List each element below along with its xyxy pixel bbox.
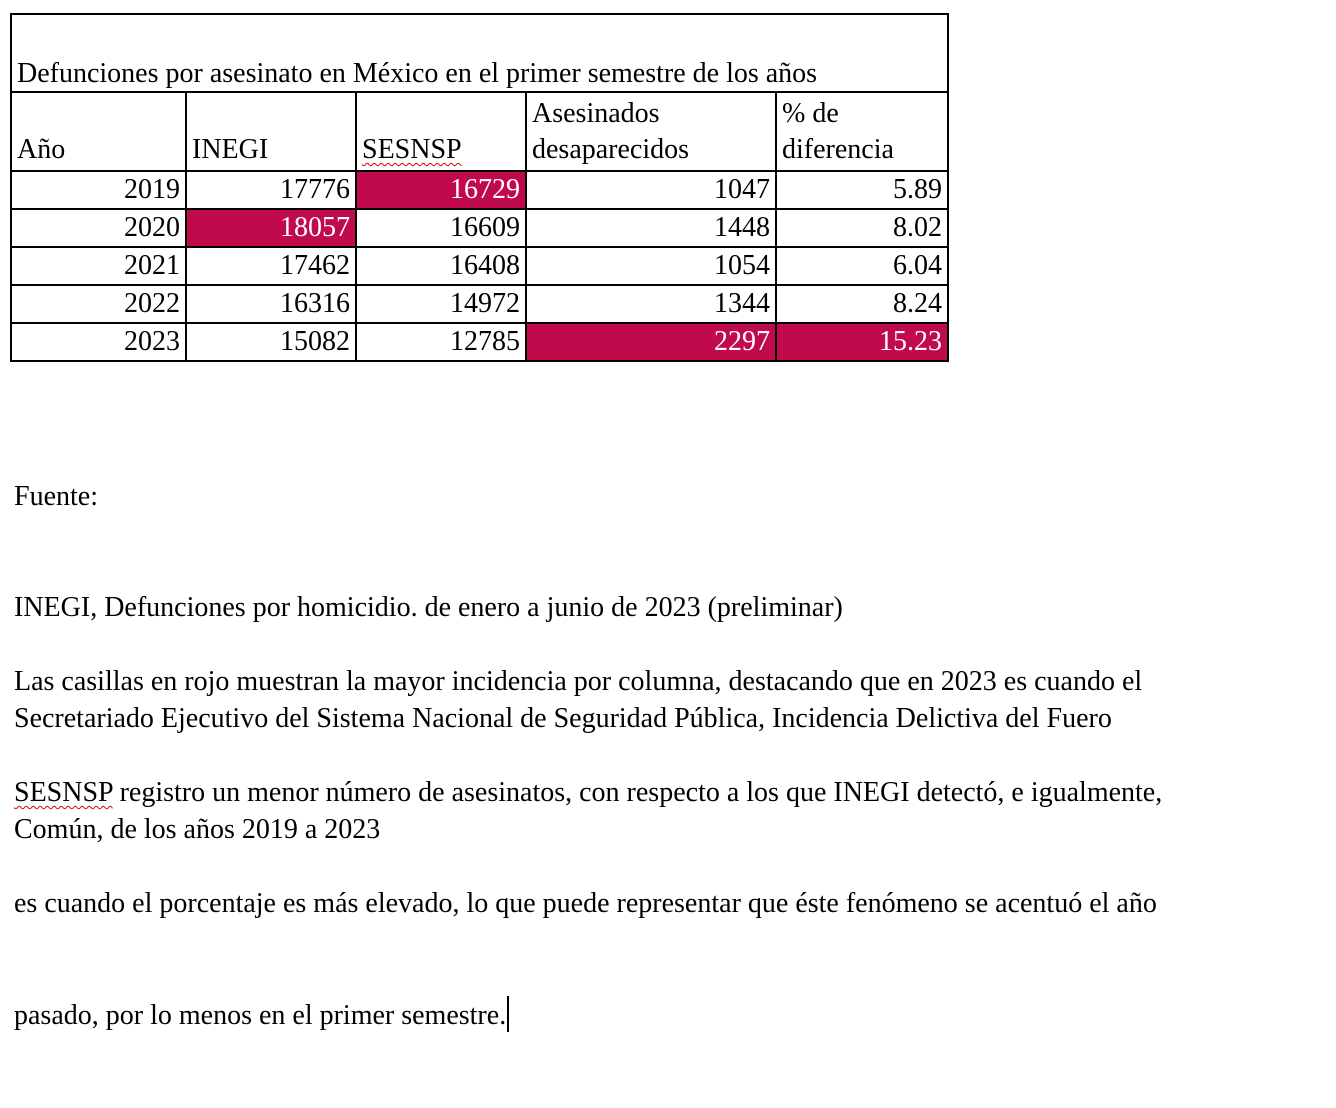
table-row-2021 [11,247,948,285]
text-caret [507,996,509,1032]
analysis-line-2-rest: registro un menor número de asesinatos, con respecto a los que INEGI detectó, e igualmente, [112,777,1163,808]
source-label[interactable]: Fuente: [14,481,98,512]
analysis-line-4-text: pasado, por lo menos en el primer semestre. [14,1000,507,1031]
analysis-line-2[interactable] [14,774,1162,811]
cell-desaparecidos[interactable]: 1448 [526,209,776,247]
table-row-2022 [11,285,948,323]
column-header-inegi[interactable]: INEGI [186,92,356,171]
cell-year[interactable]: 2023 [11,323,186,361]
column-header-ano[interactable]: Año [11,92,186,171]
table-row-2020 [11,209,948,247]
cell-year[interactable]: 2019 [11,171,186,209]
cell-inegi-highlighted[interactable]: 18057 [186,209,356,247]
column-header-desaparecidos[interactable]: Asesinados desaparecidos [526,92,776,171]
misspelled-word: SESNSP [14,777,113,808]
cell-year[interactable]: 2021 [11,247,186,285]
cell-inegi[interactable]: 17462 [186,247,356,285]
cell-diferencia[interactable]: 6.04 [776,247,948,285]
cell-sesnsp[interactable]: 16609 [356,209,526,247]
cell-diferencia[interactable]: 8.24 [776,285,948,323]
table-row-2019 [11,171,948,209]
cell-inegi[interactable]: 16316 [186,285,356,323]
misspelled-word: SESNSP [362,134,462,165]
cell-sesnsp[interactable]: 12785 [356,323,526,361]
table-header-row [11,92,948,171]
analysis-line-3[interactable]: es cuando el porcentaje es más elevado, lo que puede representar que éste fenómeno se acentuó el año [14,888,1157,919]
cell-diferencia[interactable]: 5.89 [776,171,948,209]
table-title-row [11,14,948,92]
cell-year[interactable]: 2022 [11,285,186,323]
cell-year[interactable]: 2020 [11,209,186,247]
table-row-2023 [11,323,948,361]
cell-sesnsp[interactable]: 16408 [356,247,526,285]
cell-desaparecidos[interactable]: 1054 [526,247,776,285]
cell-sesnsp-highlighted[interactable]: 16729 [356,171,526,209]
column-header-sesnsp[interactable] [356,92,526,171]
table-title[interactable]: Defunciones por asesinato en México en el primer semestre de los años [11,14,948,92]
cell-inegi[interactable]: 17776 [186,171,356,209]
cell-desaparecidos-highlighted[interactable]: 2297 [526,323,776,361]
source-line-sesnsp-2[interactable]: Común, de los años 2019 a 2023 [14,814,381,845]
cell-diferencia-highlighted[interactable]: 15.23 [776,323,948,361]
cell-desaparecidos[interactable]: 1047 [526,171,776,209]
source-line-inegi[interactable]: INEGI, Defunciones por homicidio. de enero a junio de 2023 (preliminar) [14,592,843,623]
cell-diferencia[interactable]: 8.02 [776,209,948,247]
analysis-paragraph [14,589,1162,1108]
column-header-diferencia[interactable]: % de diferencia [776,92,948,171]
analysis-line-1[interactable]: Las casillas en rojo muestran la mayor incidencia por columna, destacando que en 2023 es cuando el [14,666,1143,697]
cell-inegi[interactable]: 15082 [186,323,356,361]
data-table [10,13,949,362]
source-line-sesnsp-1[interactable]: Secretariado Ejecutivo del Sistema Nacional de Seguridad Pública, Incidencia Delictiva del Fuero [14,703,1112,734]
analysis-line-4[interactable] [14,996,1162,1034]
cell-sesnsp[interactable]: 14972 [356,285,526,323]
cell-desaparecidos[interactable]: 1344 [526,285,776,323]
